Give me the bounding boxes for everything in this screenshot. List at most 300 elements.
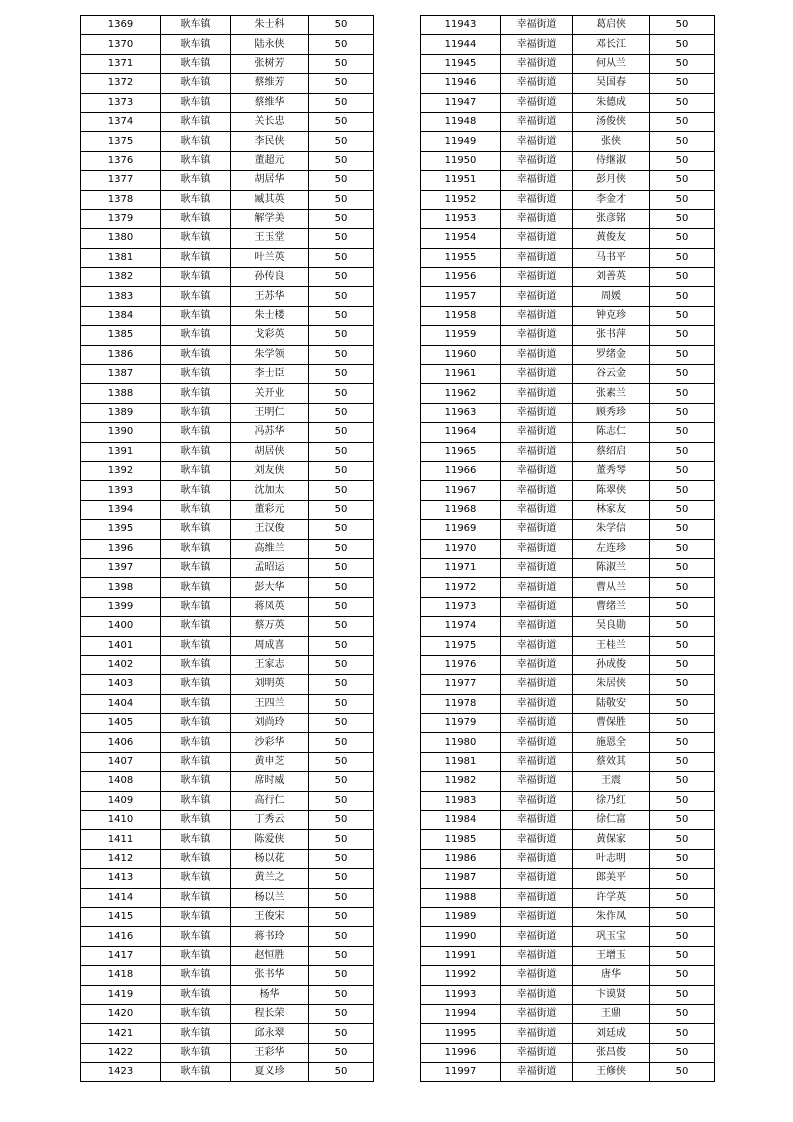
table-row (81, 578, 374, 597)
amount-cell: 50 (650, 539, 715, 558)
township-cell: 幸福街道 (501, 74, 573, 93)
table-row (421, 190, 715, 209)
person-name-cell: 朱学信 (573, 520, 650, 539)
township-cell: 耿车镇 (161, 171, 231, 190)
person-name-cell: 唐华 (573, 966, 650, 985)
township-cell: 耿车镇 (161, 946, 231, 965)
row-number-cell: 11994 (421, 1004, 501, 1023)
row-number-cell: 1402 (81, 655, 161, 674)
person-name-cell: 冯苏华 (231, 423, 309, 442)
township-cell: 幸福街道 (501, 830, 573, 849)
amount-cell: 50 (650, 112, 715, 131)
person-name-cell: 刘廷成 (573, 1024, 650, 1043)
amount-cell: 50 (309, 1004, 374, 1023)
row-number-cell: 1377 (81, 171, 161, 190)
township-cell: 幸福街道 (501, 636, 573, 655)
table-row (81, 1063, 374, 1082)
table-row (81, 74, 374, 93)
row-number-cell: 1414 (81, 888, 161, 907)
township-cell: 耿车镇 (161, 714, 231, 733)
table-row (421, 171, 715, 190)
row-number-cell: 11963 (421, 403, 501, 422)
amount-cell: 50 (650, 345, 715, 364)
row-number-cell: 11956 (421, 268, 501, 287)
row-number-cell: 11995 (421, 1024, 501, 1043)
township-cell: 幸福街道 (501, 423, 573, 442)
person-name-cell: 张书萍 (573, 326, 650, 345)
person-name-cell: 董超元 (231, 151, 309, 170)
amount-cell: 50 (309, 927, 374, 946)
table-row (421, 830, 715, 849)
row-number-cell: 11958 (421, 306, 501, 325)
table-row (421, 326, 715, 345)
table-row (421, 849, 715, 868)
table-row (421, 16, 715, 35)
table-row (81, 966, 374, 985)
row-number-cell: 11972 (421, 578, 501, 597)
table-row (421, 306, 715, 325)
amount-cell: 50 (309, 539, 374, 558)
row-number-cell: 11955 (421, 248, 501, 267)
person-name-cell: 刘明英 (231, 675, 309, 694)
person-name-cell: 席时威 (231, 772, 309, 791)
table-row (421, 132, 715, 151)
township-cell: 幸福街道 (501, 733, 573, 752)
amount-cell: 50 (650, 287, 715, 306)
township-cell: 幸福街道 (501, 558, 573, 577)
table-row (81, 927, 374, 946)
row-number-cell: 11952 (421, 190, 501, 209)
person-name-cell: 李民侠 (231, 132, 309, 151)
row-number-cell: 1400 (81, 617, 161, 636)
amount-cell: 50 (309, 772, 374, 791)
person-name-cell: 程长荣 (231, 1004, 309, 1023)
amount-cell: 50 (650, 442, 715, 461)
amount-cell: 50 (650, 93, 715, 112)
row-number-cell: 1408 (81, 772, 161, 791)
person-name-cell: 王桂兰 (573, 636, 650, 655)
table-row (81, 93, 374, 112)
row-number-cell: 11971 (421, 558, 501, 577)
township-cell: 耿车镇 (161, 16, 231, 35)
township-cell: 耿车镇 (161, 190, 231, 209)
amount-cell: 50 (650, 617, 715, 636)
person-name-cell: 张昌俊 (573, 1043, 650, 1062)
township-cell: 耿车镇 (161, 966, 231, 985)
person-name-cell: 胡居侠 (231, 442, 309, 461)
row-number-cell: 1421 (81, 1024, 161, 1043)
person-name-cell: 王家志 (231, 655, 309, 674)
row-number-cell: 1380 (81, 229, 161, 248)
table-row (81, 772, 374, 791)
amount-cell: 50 (309, 830, 374, 849)
person-name-cell: 王修侠 (573, 1063, 650, 1082)
table-row (81, 384, 374, 403)
row-number-cell: 11990 (421, 927, 501, 946)
person-name-cell: 王增玉 (573, 946, 650, 965)
township-cell: 幸福街道 (501, 35, 573, 54)
table-row (421, 578, 715, 597)
township-cell: 耿车镇 (161, 772, 231, 791)
table-row (81, 171, 374, 190)
township-cell: 耿车镇 (161, 733, 231, 752)
township-cell: 幸福街道 (501, 966, 573, 985)
amount-cell: 50 (650, 500, 715, 519)
person-name-cell: 曹保胜 (573, 714, 650, 733)
amount-cell: 50 (309, 694, 374, 713)
table-row (81, 752, 374, 771)
amount-cell: 50 (309, 151, 374, 170)
amount-cell: 50 (309, 384, 374, 403)
row-number-cell: 1404 (81, 694, 161, 713)
row-number-cell: 1389 (81, 403, 161, 422)
table-row (81, 811, 374, 830)
row-number-cell: 11970 (421, 539, 501, 558)
row-number-cell: 1410 (81, 811, 161, 830)
township-cell: 幸福街道 (501, 714, 573, 733)
amount-cell: 50 (309, 655, 374, 674)
person-name-cell: 蔡万英 (231, 617, 309, 636)
township-cell: 耿车镇 (161, 248, 231, 267)
person-name-cell: 丁秀云 (231, 811, 309, 830)
table-row (421, 229, 715, 248)
township-cell: 幸福街道 (501, 578, 573, 597)
person-name-cell: 高维兰 (231, 539, 309, 558)
table-row (421, 927, 715, 946)
table-row (421, 966, 715, 985)
person-name-cell: 孙成俊 (573, 655, 650, 674)
person-name-cell: 罗绪金 (573, 345, 650, 364)
amount-cell: 50 (309, 112, 374, 131)
township-cell: 耿车镇 (161, 558, 231, 577)
table-row (81, 54, 374, 73)
amount-cell: 50 (309, 791, 374, 810)
table-row (421, 675, 715, 694)
row-number-cell: 1390 (81, 423, 161, 442)
person-name-cell: 顾秀珍 (573, 403, 650, 422)
table-row (421, 811, 715, 830)
row-number-cell: 11991 (421, 946, 501, 965)
person-name-cell: 张彦铭 (573, 209, 650, 228)
table-row (421, 151, 715, 170)
amount-cell: 50 (309, 617, 374, 636)
person-name-cell: 邱永翠 (231, 1024, 309, 1043)
person-name-cell: 王俊宋 (231, 907, 309, 926)
township-cell: 幸福街道 (501, 132, 573, 151)
person-name-cell: 叶兰英 (231, 248, 309, 267)
amount-cell: 50 (650, 811, 715, 830)
amount-cell: 50 (650, 54, 715, 73)
row-number-cell: 11959 (421, 326, 501, 345)
amount-cell: 50 (650, 714, 715, 733)
table-row (81, 365, 374, 384)
table-row (81, 112, 374, 131)
township-cell: 耿车镇 (161, 520, 231, 539)
row-number-cell: 1413 (81, 869, 161, 888)
row-number-cell: 1374 (81, 112, 161, 131)
amount-cell: 50 (650, 16, 715, 35)
township-cell: 幸福街道 (501, 151, 573, 170)
row-number-cell: 1411 (81, 830, 161, 849)
amount-cell: 50 (309, 229, 374, 248)
amount-cell: 50 (650, 268, 715, 287)
person-name-cell: 蔡维华 (231, 93, 309, 112)
table-row (421, 985, 715, 1004)
township-cell: 耿车镇 (161, 869, 231, 888)
table-row (421, 54, 715, 73)
row-number-cell: 1392 (81, 461, 161, 480)
amount-cell: 50 (309, 306, 374, 325)
township-cell: 幸福街道 (501, 306, 573, 325)
person-name-cell: 何从兰 (573, 54, 650, 73)
row-number-cell: 1394 (81, 500, 161, 519)
amount-cell: 50 (309, 869, 374, 888)
row-number-cell: 1397 (81, 558, 161, 577)
row-number-cell: 1406 (81, 733, 161, 752)
person-name-cell: 王鼎 (573, 1004, 650, 1023)
row-number-cell: 11985 (421, 830, 501, 849)
row-number-cell: 1382 (81, 268, 161, 287)
table-row (421, 888, 715, 907)
township-cell: 耿车镇 (161, 481, 231, 500)
amount-cell: 50 (309, 403, 374, 422)
amount-cell: 50 (309, 423, 374, 442)
person-name-cell: 陆敬安 (573, 694, 650, 713)
row-number-cell: 1417 (81, 946, 161, 965)
township-cell: 耿车镇 (161, 35, 231, 54)
township-cell: 幸福街道 (501, 287, 573, 306)
table-row (421, 35, 715, 54)
amount-cell: 50 (309, 190, 374, 209)
township-cell: 幸福街道 (501, 442, 573, 461)
amount-cell: 50 (650, 733, 715, 752)
person-name-cell: 王苏华 (231, 287, 309, 306)
amount-cell: 50 (309, 1043, 374, 1062)
table-row (81, 694, 374, 713)
township-cell: 幸福街道 (501, 93, 573, 112)
table-row (81, 1024, 374, 1043)
table-row (421, 714, 715, 733)
person-name-cell: 黄保家 (573, 830, 650, 849)
row-number-cell: 1418 (81, 966, 161, 985)
township-cell: 幸福街道 (501, 500, 573, 519)
row-number-cell: 1416 (81, 927, 161, 946)
table-row (81, 985, 374, 1004)
person-name-cell: 关开业 (231, 384, 309, 403)
township-cell: 耿车镇 (161, 675, 231, 694)
table-row (421, 772, 715, 791)
row-number-cell: 11989 (421, 907, 501, 926)
township-cell: 耿车镇 (161, 655, 231, 674)
amount-cell: 50 (309, 171, 374, 190)
township-cell: 幸福街道 (501, 1024, 573, 1043)
row-number-cell: 11975 (421, 636, 501, 655)
person-name-cell: 徐仁富 (573, 811, 650, 830)
township-cell: 幸福街道 (501, 268, 573, 287)
row-number-cell: 11960 (421, 345, 501, 364)
table-row (421, 500, 715, 519)
amount-cell: 50 (309, 558, 374, 577)
table-row (421, 752, 715, 771)
table-row (81, 946, 374, 965)
amount-cell: 50 (309, 578, 374, 597)
amount-cell: 50 (650, 365, 715, 384)
table-row (421, 520, 715, 539)
township-cell: 耿车镇 (161, 54, 231, 73)
person-name-cell: 邓长江 (573, 35, 650, 54)
amount-cell: 50 (650, 423, 715, 442)
table-row (81, 268, 374, 287)
row-number-cell: 1379 (81, 209, 161, 228)
amount-cell: 50 (650, 209, 715, 228)
person-name-cell: 刘尚玲 (231, 714, 309, 733)
township-cell: 幸福街道 (501, 16, 573, 35)
amount-cell: 50 (650, 578, 715, 597)
amount-cell: 50 (650, 403, 715, 422)
township-cell: 幸福街道 (501, 655, 573, 674)
township-cell: 耿车镇 (161, 500, 231, 519)
township-cell: 幸福街道 (501, 1063, 573, 1082)
township-cell: 耿车镇 (161, 636, 231, 655)
row-number-cell: 11965 (421, 442, 501, 461)
township-cell: 幸福街道 (501, 946, 573, 965)
person-name-cell: 高行仁 (231, 791, 309, 810)
amount-cell: 50 (309, 209, 374, 228)
township-cell: 耿车镇 (161, 326, 231, 345)
row-number-cell: 1387 (81, 365, 161, 384)
person-name-cell: 蒋凤英 (231, 597, 309, 616)
person-name-cell: 蒋书玲 (231, 927, 309, 946)
amount-cell: 50 (309, 985, 374, 1004)
row-number-cell: 1386 (81, 345, 161, 364)
amount-cell: 50 (650, 675, 715, 694)
row-number-cell: 1375 (81, 132, 161, 151)
amount-cell: 50 (650, 888, 715, 907)
person-name-cell: 陈爱侠 (231, 830, 309, 849)
township-cell: 耿车镇 (161, 287, 231, 306)
left-roster-table (80, 15, 374, 1082)
township-cell: 耿车镇 (161, 694, 231, 713)
row-number-cell: 1383 (81, 287, 161, 306)
township-cell: 幸福街道 (501, 617, 573, 636)
row-number-cell: 1391 (81, 442, 161, 461)
table-row (421, 481, 715, 500)
township-cell: 耿车镇 (161, 578, 231, 597)
table-row (81, 869, 374, 888)
row-number-cell: 1407 (81, 752, 161, 771)
person-name-cell: 汤俊侠 (573, 112, 650, 131)
row-number-cell: 11954 (421, 229, 501, 248)
amount-cell: 50 (650, 520, 715, 539)
person-name-cell: 董秀琴 (573, 461, 650, 480)
table-row (81, 190, 374, 209)
row-number-cell: 11986 (421, 849, 501, 868)
person-name-cell: 徐乃红 (573, 791, 650, 810)
township-cell: 幸福街道 (501, 675, 573, 694)
row-number-cell: 11987 (421, 869, 501, 888)
township-cell: 耿车镇 (161, 791, 231, 810)
person-name-cell: 张树芳 (231, 54, 309, 73)
person-name-cell: 夏义珍 (231, 1063, 309, 1082)
township-cell: 耿车镇 (161, 403, 231, 422)
amount-cell: 50 (309, 461, 374, 480)
amount-cell: 50 (650, 461, 715, 480)
table-row (81, 714, 374, 733)
person-name-cell: 蔡效其 (573, 752, 650, 771)
row-number-cell: 11973 (421, 597, 501, 616)
person-name-cell: 周成喜 (231, 636, 309, 655)
township-cell: 耿车镇 (161, 442, 231, 461)
township-cell: 幸福街道 (501, 907, 573, 926)
amount-cell: 50 (309, 132, 374, 151)
row-number-cell: 11962 (421, 384, 501, 403)
table-row (421, 74, 715, 93)
table-row (81, 830, 374, 849)
person-name-cell: 许学英 (573, 888, 650, 907)
person-name-cell: 钟克珍 (573, 306, 650, 325)
table-row (81, 16, 374, 35)
person-name-cell: 张侠 (573, 132, 650, 151)
amount-cell: 50 (309, 752, 374, 771)
township-cell: 耿车镇 (161, 752, 231, 771)
township-cell: 耿车镇 (161, 423, 231, 442)
amount-cell: 50 (650, 1024, 715, 1043)
township-cell: 幸福街道 (501, 326, 573, 345)
township-cell: 幸福街道 (501, 752, 573, 771)
person-name-cell: 陈志仁 (573, 423, 650, 442)
amount-cell: 50 (309, 907, 374, 926)
amount-cell: 50 (309, 365, 374, 384)
row-number-cell: 1403 (81, 675, 161, 694)
right-roster-body (421, 16, 715, 1082)
row-number-cell: 11979 (421, 714, 501, 733)
table-row (81, 655, 374, 674)
table-row (81, 229, 374, 248)
row-number-cell: 11964 (421, 423, 501, 442)
township-cell: 幸福街道 (501, 772, 573, 791)
person-name-cell: 叶志明 (573, 849, 650, 868)
person-name-cell: 董彩元 (231, 500, 309, 519)
table-row (421, 907, 715, 926)
table-row (421, 112, 715, 131)
amount-cell: 50 (650, 190, 715, 209)
township-cell: 耿车镇 (161, 384, 231, 403)
person-name-cell: 杨以花 (231, 849, 309, 868)
table-row (81, 35, 374, 54)
township-cell: 幸福街道 (501, 791, 573, 810)
township-cell: 幸福街道 (501, 539, 573, 558)
table-row (421, 248, 715, 267)
row-number-cell: 1384 (81, 306, 161, 325)
township-cell: 幸福街道 (501, 384, 573, 403)
township-cell: 耿车镇 (161, 888, 231, 907)
township-cell: 幸福街道 (501, 481, 573, 500)
row-number-cell: 1376 (81, 151, 161, 170)
amount-cell: 50 (650, 306, 715, 325)
amount-cell: 50 (309, 888, 374, 907)
amount-cell: 50 (309, 54, 374, 73)
table-row (81, 132, 374, 151)
row-number-cell: 1381 (81, 248, 161, 267)
table-row (421, 597, 715, 616)
person-name-cell: 王玉堂 (231, 229, 309, 248)
table-row (421, 287, 715, 306)
row-number-cell: 11946 (421, 74, 501, 93)
township-cell: 耿车镇 (161, 1063, 231, 1082)
township-cell: 幸福街道 (501, 985, 573, 1004)
person-name-cell: 朱作凤 (573, 907, 650, 926)
person-name-cell: 陈翠侠 (573, 481, 650, 500)
